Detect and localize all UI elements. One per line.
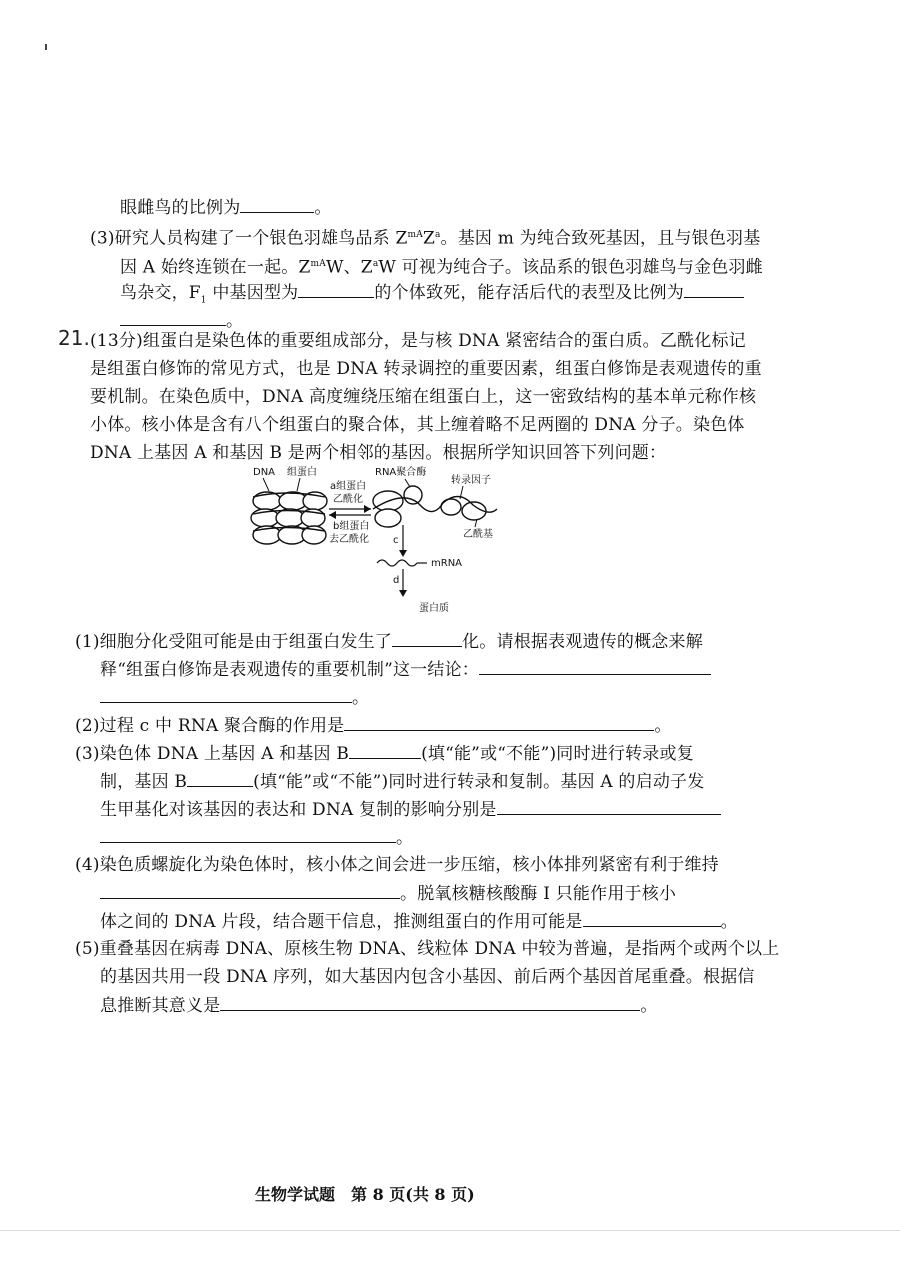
arrow-c-head bbox=[399, 550, 407, 557]
dna-label: DNA bbox=[253, 467, 276, 478]
sup: a bbox=[372, 259, 379, 269]
answer-blank[interactable] bbox=[684, 281, 744, 298]
rna-polymerase-label: RNA聚合酶 bbox=[375, 467, 427, 478]
q20-part3-line1 bbox=[90, 224, 760, 250]
mrna-label: mRNA bbox=[431, 558, 463, 569]
q21-part5-line3 bbox=[100, 994, 658, 1017]
text: (填“能”或“不能”)同时进行转录和复制。基因 A 的启动子发 bbox=[253, 772, 705, 792]
arrow-a-label-2: 乙酰化 bbox=[333, 494, 363, 505]
answer-blank[interactable] bbox=[187, 770, 253, 787]
text: 中基因型为 bbox=[206, 283, 299, 303]
text: W、Z bbox=[325, 257, 373, 278]
text: 鸟杂交，F bbox=[120, 283, 201, 303]
arrow-a-label-1: a组蛋白 bbox=[330, 481, 367, 492]
q21-part3-line3 bbox=[100, 798, 721, 821]
answer-blank[interactable] bbox=[479, 658, 711, 675]
text: W 可视为纯合子。该品系的银色羽雄鸟与金色羽雌 bbox=[378, 257, 763, 278]
histone-pointer bbox=[297, 478, 300, 491]
q21-part3-line4 bbox=[100, 826, 413, 849]
page-footer: 生物学试题 第 8 页(共 8 页) bbox=[255, 1185, 475, 1204]
q21-part3-line1 bbox=[75, 742, 694, 765]
q21-part4-line1: (4)染色质螺旋化为染色体时，核小体之间会进一步压缩，核小体排列紧密有利于维持 bbox=[75, 855, 719, 875]
text: Z bbox=[422, 228, 435, 249]
sub: 1 bbox=[200, 295, 207, 306]
text: 的个体致死，能存活后代的表型及比例为 bbox=[374, 283, 684, 303]
sup: mA bbox=[310, 259, 326, 269]
text: 。基因 m 为纯合致死基因，且与银色羽基 bbox=[440, 228, 761, 249]
q21-part4-line2 bbox=[100, 882, 676, 905]
q21-part1-line2 bbox=[100, 658, 711, 681]
question-number: 21. bbox=[58, 326, 90, 350]
answer-blank[interactable] bbox=[344, 714, 654, 731]
answer-blank[interactable] bbox=[349, 742, 421, 759]
answer-blank[interactable] bbox=[298, 281, 374, 298]
text: 制，基因 B bbox=[100, 772, 188, 792]
process-c-label: c bbox=[393, 535, 399, 546]
q21-intro-line2: 是组蛋白修饰的常见方式，也是 DNA 转录调控的重要因素，组蛋白修饰是表观遗传的重 bbox=[90, 359, 762, 379]
arrow-b-label-1: b组蛋白 bbox=[333, 521, 370, 532]
q21-intro-line4: 小体。核小体是含有八个组蛋白的聚合体，其上缠着略不足两圈的 DNA 分子。染色体 bbox=[90, 415, 745, 435]
answer-blank[interactable] bbox=[240, 196, 314, 213]
q21-intro-line1: (13分)组蛋白是染色体的重要组成部分，是与核 DNA 紧密结合的蛋白质。乙酰化标记 bbox=[90, 331, 746, 351]
text: 因 A 始终连锁在一起。Z bbox=[120, 257, 311, 278]
q21-part5-line2: 的基因共用一段 DNA 序列，如大基因内包含小基因、前后两个基因首尾重叠。根据信 bbox=[100, 967, 755, 987]
text: (2)过程 c 中 RNA 聚合酶的作用是 bbox=[75, 716, 345, 736]
protein-label: 蛋白质 bbox=[419, 603, 449, 614]
histone-label: 组蛋白 bbox=[287, 467, 317, 478]
period: 。 bbox=[720, 912, 738, 932]
text: 。脱氧核糖核酸酶 I 只能作用于核小 bbox=[400, 884, 677, 904]
text: (3)染色体 DNA 上基因 A 和基因 B bbox=[75, 744, 350, 764]
polymerase-pointer bbox=[405, 479, 410, 487]
answer-blank[interactable] bbox=[100, 882, 400, 899]
q20-line-ratio bbox=[120, 196, 332, 219]
text: 生甲基化对该基因的表达和 DNA 复制的影响分别是 bbox=[100, 800, 497, 820]
sup: a bbox=[434, 230, 441, 240]
answer-blank[interactable] bbox=[583, 910, 721, 927]
dna-pointer bbox=[263, 478, 269, 491]
answer-blank[interactable] bbox=[100, 826, 396, 843]
mrna-strand bbox=[377, 560, 417, 566]
acetyl-label: 乙酰基 bbox=[463, 529, 493, 540]
text: (1)细胞分化受阻可能是由于组蛋白发生了 bbox=[75, 632, 393, 652]
q21-part3-line2 bbox=[100, 770, 704, 793]
q20-part3-line3 bbox=[120, 281, 744, 311]
arrow-d-head bbox=[399, 590, 407, 597]
text: 释“组蛋白修饰是表观遗传的重要机制”这一结论： bbox=[100, 660, 479, 680]
answer-blank[interactable] bbox=[220, 994, 640, 1011]
transcription-factor-label: 转录因子 bbox=[451, 475, 491, 486]
scan-edge bbox=[0, 1230, 900, 1231]
period: 。 bbox=[396, 828, 414, 848]
text: (填“能”或“不能”)同时进行转录或复 bbox=[421, 744, 694, 764]
nucleosome-cluster bbox=[251, 492, 327, 544]
q21-intro-line3: 要机制。在染色质中，DNA 高度缠绕压缩在组蛋白上，这一密致结构的基本单元称作核 bbox=[90, 387, 757, 407]
q20-part3-line4 bbox=[120, 309, 243, 332]
process-d-label: d bbox=[393, 575, 400, 586]
sup: mA bbox=[407, 230, 423, 240]
period: 。 bbox=[314, 198, 332, 218]
text: 化。请根据表观遗传的概念来解 bbox=[462, 632, 703, 652]
arrow-b-head bbox=[329, 511, 336, 519]
text: 体之间的 DNA 片段，结合题干信息，推测组蛋白的作用可能是 bbox=[100, 912, 583, 932]
arrow-b-label-2: 去乙酰化 bbox=[329, 534, 369, 545]
answer-blank[interactable] bbox=[100, 686, 352, 703]
period: 。 bbox=[640, 996, 658, 1016]
answer-blank[interactable] bbox=[392, 630, 462, 647]
q21-part2-line bbox=[75, 714, 672, 737]
open-chromatin bbox=[373, 486, 497, 527]
q21-part4-line3 bbox=[100, 910, 738, 933]
period: 。 bbox=[352, 688, 370, 708]
q21-part5-line1: (5)重叠基因在病毒 DNA、原核生物 DNA、线粒体 DNA 中较为普遍，是指两个或两个以上 bbox=[75, 939, 780, 959]
text: (3)研究人员构建了一个银色羽雄鸟品系 Z bbox=[90, 228, 408, 249]
period: 。 bbox=[226, 311, 244, 331]
stray-mark bbox=[45, 44, 47, 50]
text: 眼雌鸟的比例为 bbox=[120, 198, 241, 218]
q21-intro-line5: DNA 上基因 A 和基因 B 是两个相邻的基因。根据所学知识回答下列问题： bbox=[90, 443, 667, 463]
arrow-a-head bbox=[364, 505, 371, 513]
q21-part1-line1 bbox=[75, 630, 703, 653]
answer-blank[interactable] bbox=[120, 309, 226, 326]
q20-part3-line2 bbox=[120, 253, 763, 279]
histone-diagram bbox=[245, 463, 515, 618]
text: 息推断其意义是 bbox=[100, 996, 221, 1016]
answer-blank[interactable] bbox=[497, 798, 721, 815]
period: 。 bbox=[654, 716, 672, 736]
q21-part1-line3 bbox=[100, 686, 369, 709]
